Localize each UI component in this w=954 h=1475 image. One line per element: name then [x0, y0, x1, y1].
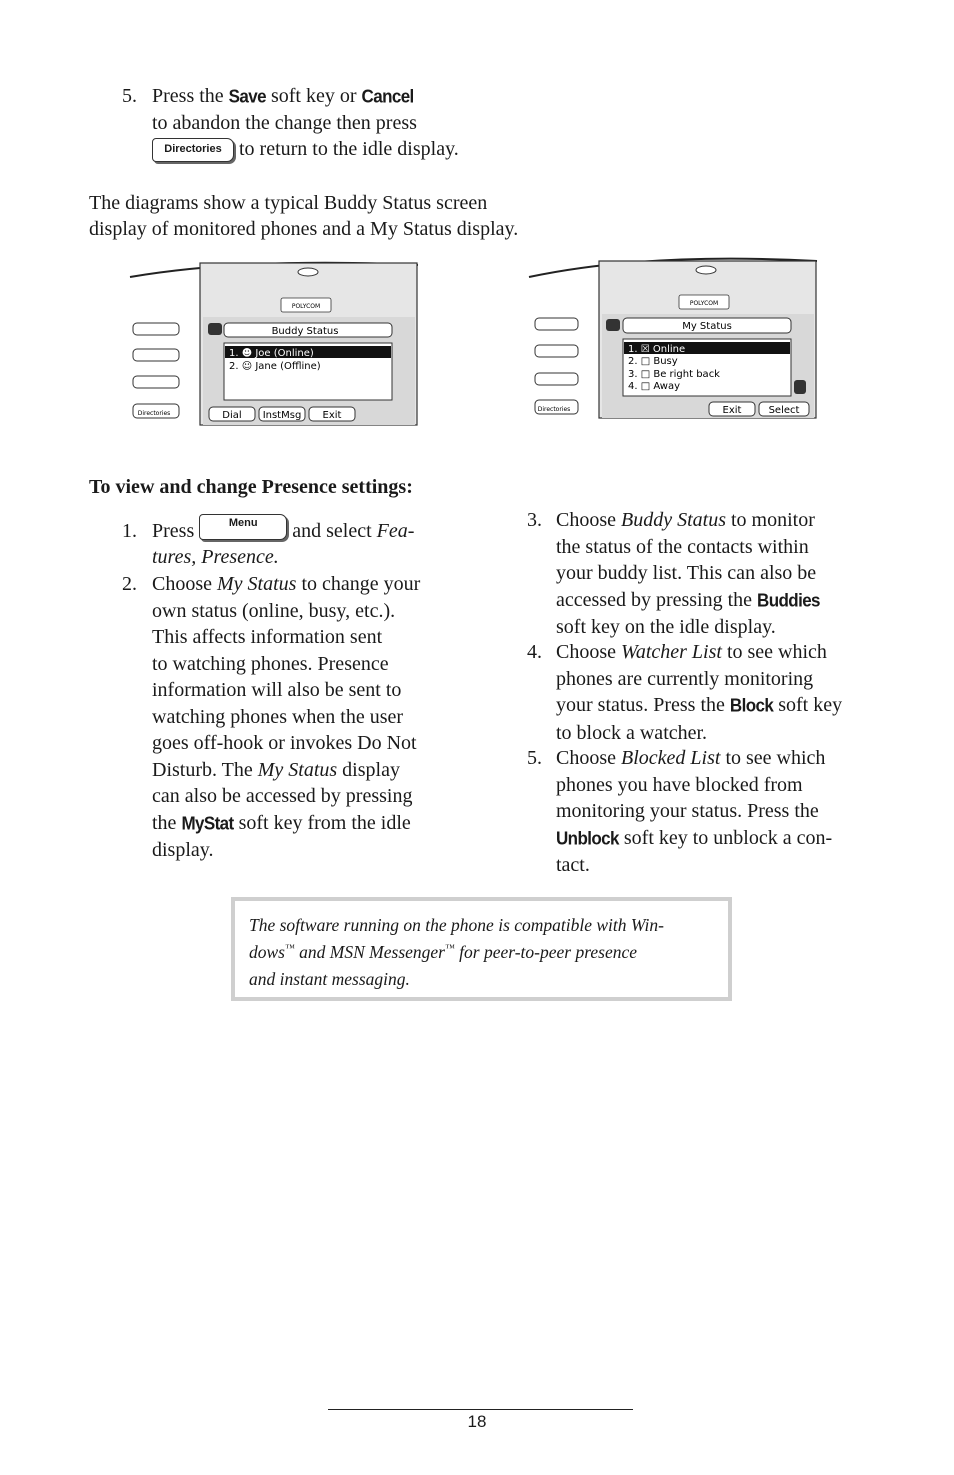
compatibility-note	[231, 897, 732, 1001]
buddy-row-2: 2. ☺ Jane (Offline)	[229, 361, 321, 372]
footer-rule	[328, 1409, 633, 1410]
step-5b-line-2: phones you have blocked from	[556, 773, 803, 796]
mystat-softkey-label: MyStat	[181, 812, 234, 834]
line-key-2-b	[535, 345, 578, 357]
polycom-logo-text-2: POLYCOM	[689, 300, 719, 307]
step-4-line-2: phones are currently monitoring	[556, 667, 814, 690]
step-5b-line-5: tact.	[556, 854, 590, 876]
step-1-line-2: tures, Presence.	[152, 546, 279, 568]
step-2-line-6: watching phones when the user	[152, 705, 404, 728]
line-key-3	[133, 376, 179, 388]
status-row-4: 4. □ Away	[628, 381, 681, 392]
step-5b-line-4: Unblock soft key to unblock a con-	[556, 825, 832, 853]
step-5b-line-3: monitoring your status. Press the	[556, 800, 819, 822]
polycom-logo-text: POLYCOM	[291, 303, 321, 310]
step-2-body	[152, 571, 420, 864]
save-softkey-label: Save	[228, 85, 266, 107]
step-2-line-5: information will also be sent to	[152, 679, 402, 701]
step-3-line-2: the status of the contacts within	[556, 535, 809, 558]
note-line-3: and instant messaging.	[249, 969, 410, 989]
status-row-2: 2. □ Busy	[628, 356, 678, 367]
buddies-softkey-label: Buddies	[757, 589, 820, 611]
step-3-number: 3.	[527, 509, 542, 531]
status-row-3: 3. □ Be right back	[628, 369, 720, 380]
note-line-2: dows™ and MSN Messenger™ for peer-to-peer presence	[249, 942, 637, 962]
step-5-text-c: to return to the idle display.	[234, 138, 459, 160]
directories-key-icon: Directories	[152, 138, 234, 162]
step-2-line-3: This affects information sent	[152, 626, 383, 648]
step-4-line-4: to block a watcher.	[556, 721, 708, 744]
step-3-line-4: accessed by pressing the Buddies	[556, 587, 820, 615]
buddy-row-1: 1. ☻ Joe (Online)	[229, 348, 314, 359]
step-2-line-7: goes off-hook or invokes Do Not	[152, 732, 417, 754]
softkey-dial: Dial	[222, 410, 242, 421]
step-3-body	[556, 507, 820, 641]
step-2-line-9: can also be accessed by pressing	[152, 785, 413, 807]
step-3-line-1: Choose Buddy Status to monitor	[556, 509, 815, 531]
step-2-line-8: Disturb. The My Status display	[152, 758, 400, 781]
step-4-number: 4.	[527, 641, 542, 663]
step-4-line-1: Choose Watcher List to see which	[556, 641, 827, 663]
status-row-1: 1. ☒ Online	[628, 344, 686, 355]
softkey-instmsg: InstMsg	[262, 410, 302, 421]
phone-handset-icon-2	[606, 319, 620, 331]
step-2-line-1: Choose My Status to change your	[152, 573, 421, 595]
step-5-line-3	[152, 136, 459, 163]
unblock-softkey-label: Unblock	[556, 827, 619, 849]
line-key-1-b	[535, 318, 578, 330]
page-number: 18	[467, 1412, 487, 1431]
phone-handset-icon	[208, 323, 222, 335]
step-2-line-10: the MyStat soft key from the idle	[152, 810, 420, 838]
step-3-line-3: your buddy list. This can also be	[556, 562, 817, 584]
step-3-line-5: soft key on the idle display.	[556, 616, 776, 638]
step-4-body	[556, 639, 842, 746]
intro-line-2: display of monitored phones and a My Status display.	[89, 218, 519, 240]
step-4-line-3: your status. Press the Block soft key	[556, 692, 842, 720]
step-5b-line-1: Choose Blocked List to see which	[556, 747, 826, 769]
step-2-line-2: own status (online, busy, etc.).	[152, 599, 396, 622]
step-5-text-b: soft key or	[265, 85, 362, 107]
cancel-softkey-label: Cancel	[361, 85, 414, 107]
note-line-1: The software running on the phone is compatible with Win-	[249, 915, 664, 935]
step-5-text-a: Press the	[152, 85, 229, 107]
section-heading: To view and change Presence settings:	[89, 476, 413, 498]
step-1-text-c: Fea-	[376, 520, 415, 542]
step-1-text-a: Press	[152, 520, 200, 542]
line-key-1	[133, 323, 179, 335]
step-2-line-11: display.	[152, 839, 214, 861]
step-1-text-b: and select	[287, 520, 377, 542]
softkey-select: Select	[768, 405, 800, 416]
block-softkey-label: Block	[729, 694, 774, 716]
step-5-line-2: to abandon the change then press	[152, 112, 417, 134]
softkey-exit-2: Exit	[722, 405, 742, 416]
directories-key-label: Directories	[137, 410, 171, 417]
step-5-line-1	[152, 83, 414, 111]
intro-line-1: The diagrams show a typical Buddy Status screen	[89, 192, 488, 214]
my-status-title: My Status	[682, 321, 732, 332]
step-5b-number: 5.	[527, 747, 542, 769]
step-5b-body	[556, 745, 832, 879]
step-5-number: 5.	[122, 85, 137, 107]
line-key-3-b	[535, 373, 578, 385]
step-2-line-4: to watching phones. Presence	[152, 652, 389, 675]
buddy-status-phone-diagram	[128, 257, 420, 427]
menu-key-icon: Menu	[199, 514, 287, 540]
scroll-down-icon	[794, 380, 806, 394]
my-status-phone-diagram	[527, 250, 819, 420]
directories-key-label-2: Directories	[537, 406, 571, 413]
step-1-number: 1.	[122, 520, 137, 542]
buddy-status-title: Buddy Status	[271, 326, 339, 337]
step-1-line-1	[152, 518, 414, 545]
softkey-exit: Exit	[322, 410, 342, 421]
line-key-2	[133, 349, 179, 361]
step-2-number: 2.	[122, 573, 137, 595]
